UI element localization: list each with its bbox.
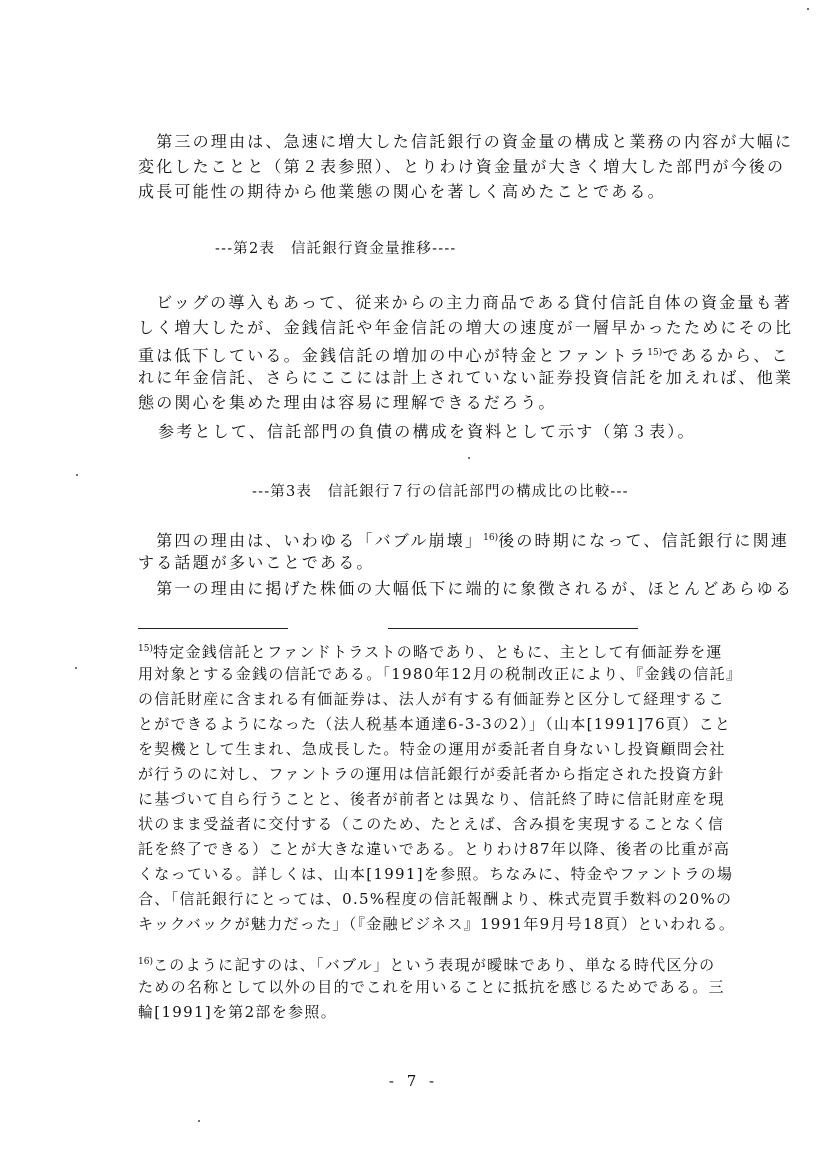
footnote-15-line-8: 状のまま受益者に交付する（このため、たとえば、含み損を実現することなく信 <box>138 815 725 833</box>
footnote-rule-left <box>138 628 288 629</box>
para1-line-3: 成長可能性の期待から他業態の関心を著しく高めたことである。 <box>138 182 666 201</box>
footnote-15-line-10: くなっている。詳しくは、山本[1991]を参照。ちなみに、特金やファントラの場 <box>138 865 734 883</box>
page-number: - 7 - <box>388 1072 439 1090</box>
footnote-15-line-11: 合、「信託銀行にとっては、0.5%程度の信託報酬より、株式売買手数料の20%の <box>138 890 733 908</box>
para3-text-1a: 第四の理由は、いわゆる「バブル崩壊」 <box>156 531 484 550</box>
scan-speck <box>468 457 470 459</box>
para2-text-3a: 重は低下している。金銭信託の増加の中心が特金とファントラ <box>138 346 648 365</box>
para3-line-1 <box>138 527 790 552</box>
footnote-16-text-1: このように記すのは、「バブル」という表現が曖昧であり、単なる時代区分の <box>152 956 716 974</box>
footnote-ref-15[interactable]: 15) <box>647 348 663 358</box>
para3-line-3 <box>138 578 794 600</box>
footnote-15-line-3: の信託財産に含まれる有価証券は、法人が有する有価証券と区分して経理するこ <box>138 690 725 708</box>
scan-speck <box>76 474 78 476</box>
footnote-15-line-6: が行うのに対し、ファントラの運用は信託銀行が委託者から指定された投資方針 <box>138 765 725 783</box>
para2-line-2: しく増大したが、金銭信託や年金信託の増大の速度が一層早かったためにその比 <box>138 318 794 337</box>
para3-text-3: 第一の理由に掲げた株価の大幅低下に端的に象徴されるが、ほとんどあらゆる <box>156 579 794 598</box>
footnote-marker-16: 16) <box>138 957 153 967</box>
scan-speck <box>198 1120 200 1122</box>
para3-line-2: する話題が多いことである。 <box>138 553 375 572</box>
footnote-15-line-1 <box>138 639 738 663</box>
footnote-15-line-7: に基づいて自ら行うことと、後者が前者とは異なり、信託終了時に信託財産を現 <box>138 790 725 808</box>
table3-caption: ---第3表 信託銀行７行の信託部門の構成比の比較--- <box>252 484 629 500</box>
para2-line-5: れに年金信託、さらにここには計上されていない証券投資信託を加えれば、他業 <box>138 368 794 387</box>
body-line <box>138 131 794 153</box>
para2-line-6: 態の関心を集めた理由は容易に理解できるだろう。 <box>138 393 557 412</box>
footnote-15-line-9: 託を終了できる）ことが大きな違いである。とりわけ87年以降、後者の比重が高 <box>138 840 731 858</box>
table2-caption: ---第2表 信託銀行資金量推移---- <box>215 241 457 257</box>
footnote-16-line-1 <box>138 952 738 976</box>
footnote-15-line-2: 用対象とする金銭の信託である。「1980年12月の税制改正により、『金銭の信託』 <box>138 665 743 683</box>
para2-text-1: ビッグの導入もあって、従来からの主力商品である貸付信託自体の資金量も著 <box>156 293 793 312</box>
para2-line-7: 参考として、信託部門の負債の構成を資料として示す（第３表）。 <box>158 422 696 441</box>
para3-text-1b: 後の時期になって、信託銀行に関連 <box>498 531 790 550</box>
para2-line-1 <box>138 292 793 314</box>
footnote-15-text-1: 特定金銭信託とファンドトラストの略であり、ともに、主として有価証券を運 <box>152 643 723 661</box>
footnote-15-line-12: キックバックが魅力だった」（『金融ビジネス』1991年9月号18頁）といわれる。 <box>138 915 736 933</box>
para1-line-1: 第三の理由は、急速に増大した信託銀行の資金量の構成と業務の内容が大幅に <box>156 132 794 151</box>
scan-speck <box>75 667 77 669</box>
footnote-marker-15: 15) <box>138 644 153 654</box>
footnote-rule-right <box>388 628 638 629</box>
footnote-16-line-3: 輪[1991]を第2部を参照。 <box>138 1003 337 1021</box>
footnote-15-line-5: を契機として生まれ、急成長した。特金の運用が委託者自身ないし投資顧問会社 <box>138 740 726 758</box>
para1-line-2: 変化したことと（第２表参照）、とりわけ資金量が大きく増大した部門が今後の <box>138 157 786 176</box>
para2-text-3b: であるから、こ <box>662 346 790 365</box>
scan-speck <box>807 8 809 10</box>
footnote-16-line-2: ための名称として以外の目的でこれを用いることに抵抗を感じるためである。三 <box>138 978 725 996</box>
para2-line-3 <box>138 342 790 367</box>
footnote-ref-16[interactable]: 16) <box>483 533 499 543</box>
footnote-15-line-4: とができるようになった（法人税基本通達6-3-3の2）」（山本[1991]76頁）こと <box>138 715 732 733</box>
